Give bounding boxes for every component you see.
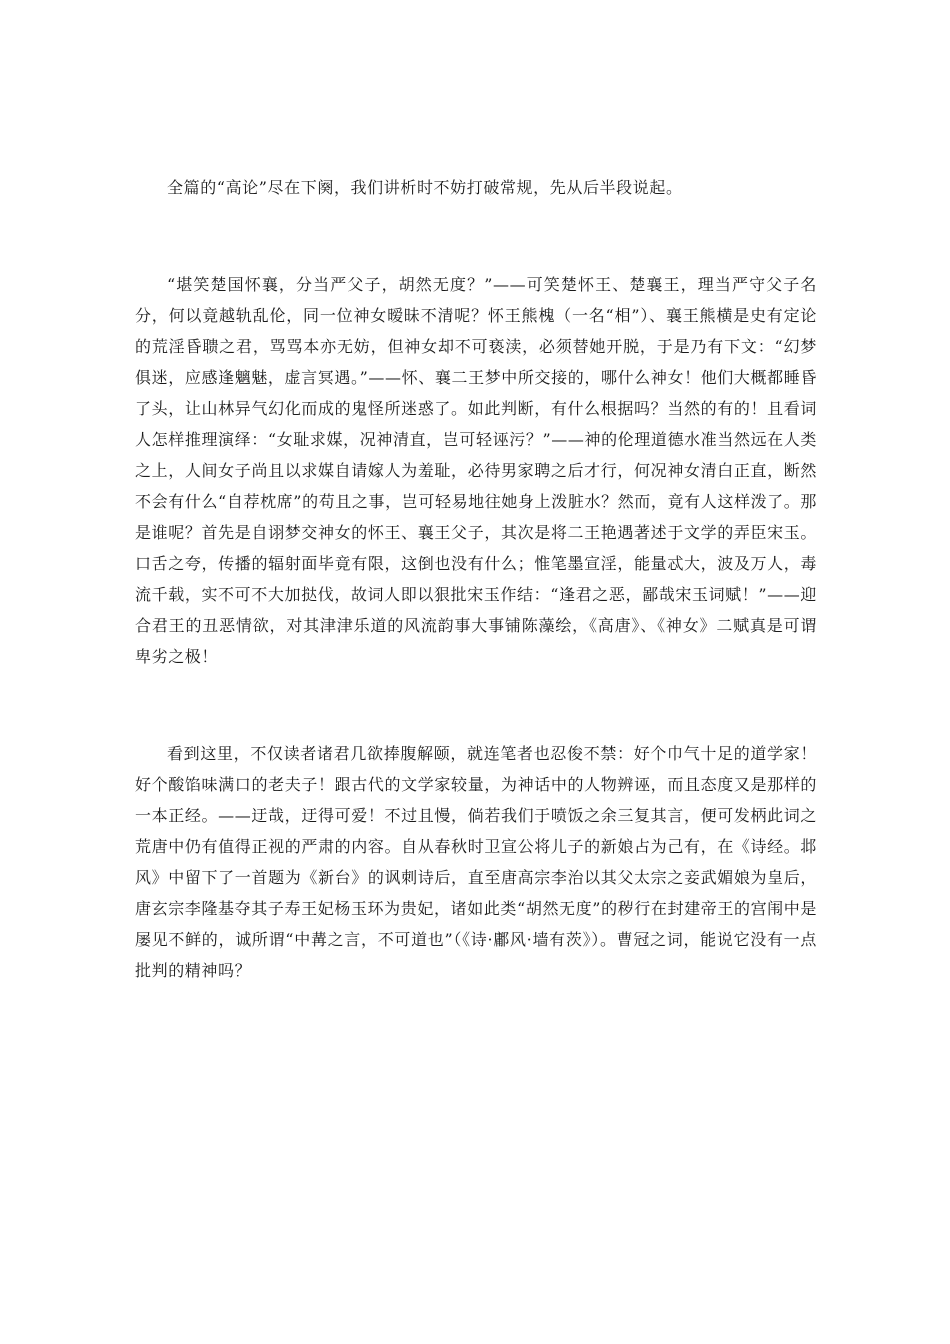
document-body [135,172,817,986]
paragraph-analysis: “堪笑楚国怀襄，分当严父子，胡然无度？”——可笑楚怀王、楚襄王，理当严守父子名分，何以竟越轨乱伦，同一位神女暧昧不清呢？怀王熊槐（一名“相”）、襄王熊横是史有定论的荒淫昏聩之君，骂骂本亦无妨，但神女却不可亵渎，必须替她开脱，于是乃有下文：“幻梦俱迷，应感逢魑魅，虚言冥遇。”——怀、襄二王梦中所交接的，哪什么神女！他们大概都睡昏了头，让山林异气幻化而成的鬼怪所迷惑了。如此判断，有什么根据吗？当然的有的！且看词人怎样推理演绎：“女耻求媒，况神清直，岂可轻诬污？”——神的伦理道德水准当然远在人类之上，人间女子尚且以求媒自请嫁人为羞耻，必待男家聘之后才行，何况神女清白正直，断然不会有什么“自荐枕席”的苟且之事，岂可轻易地往她身上泼脏水？然而，竟有人这样泼了。那是谁呢？首先是自诩梦交神女的怀王、襄王父子，其次是将二王艳遇著述于文学的弄臣宋玉。口舌之夸，传播的辐射面毕竟有限，这倒也没有什么；惟笔墨宣淫，能量忒大，波及万人，毒流千载，实不可不大加挞伐，故词人即以狠批宋玉作结：“逢君之恶，鄙哉宋玉词赋！”——迎合君王的丑恶情欲，对其津津乐道的风流韵事大事铺陈藻绘，《高唐》、《神女》二赋真是可谓卑劣之极！ [135,275,817,666]
paragraph-commentary: 看到这里，不仅读者诸君几欲捧腹解颐，就连笔者也忍俊不禁：好个巾气十足的道学家！好个酸馅味满口的老夫子！跟古代的文学家较量，为神话中的人物辨诬，而且态度又是那样的一本正经。——迂哉，迂得可爱！不过且慢，倘若我们于喷饭之余三复其言，便可发柄此词之荒唐中仍有值得正视的严肃的内容。自从春秋时卫宣公将儿子的新娘占为己有，在《诗经。邶风》中留下了一首题为《新台》的讽刺诗后，直至唐高宗李治以其父太宗之妾武媚娘为皇后，唐玄宗李隆基夺其子寿王妃杨玉环为贵妃，诸如此类“胡然无度”的秽行在封建帝王的宫闱中是屡见不鲜的，诚所谓“中冓之言，不可道也”（《诗·鄘风·墙有茨》）。曹冠之词，能说它没有一点批判的精神吗？ [135,744,817,980]
paragraph-intro: 全篇的“高论”尽在下阕，我们讲析时不妨打破常规，先从后半段说起。 [167,178,683,197]
